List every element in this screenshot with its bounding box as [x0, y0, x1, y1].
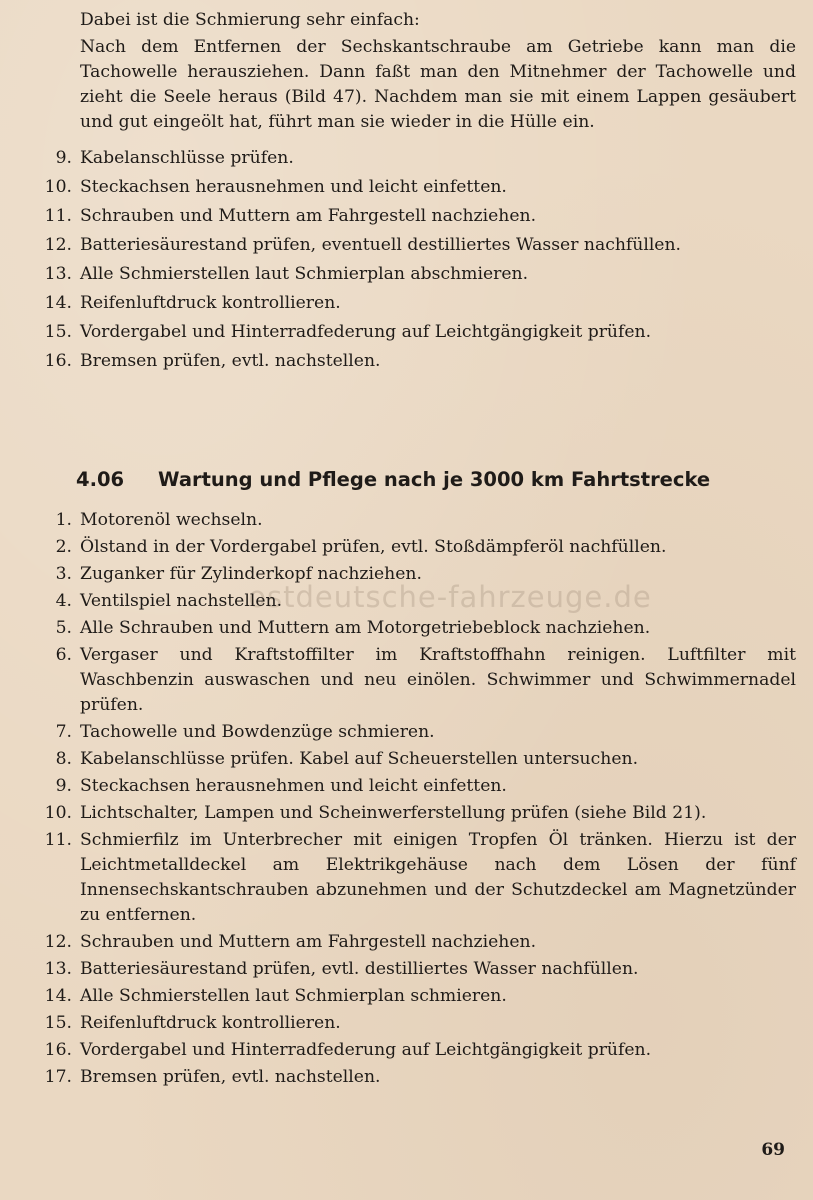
item-text: Vordergabel und Hinterradfederung auf Leichtgängigkeit prüfen. — [80, 1040, 652, 1060]
item-text: Batteriesäurestand prüfen, evtl. destilliertes Wasser nachfüllen. — [80, 959, 639, 979]
list-item — [36, 774, 796, 799]
list-item — [36, 984, 796, 1009]
intro-line: Dabei ist die Schmierung sehr einfach: — [80, 10, 420, 30]
item-text: Kabelanschlüsse prüfen. — [80, 148, 294, 168]
item-text: Lichtschalter, Lampen und Scheinwerferstellung prüfen (siehe Bild 21). — [80, 803, 707, 823]
item-number: 16. — [44, 1040, 72, 1060]
item-number: 15. — [44, 1013, 72, 1033]
item-number: 11. — [44, 206, 72, 226]
item-number: 1. — [55, 510, 72, 530]
intro-block — [36, 8, 796, 139]
watermark: ostdeutsche-fahrzeuge.de — [248, 580, 652, 614]
item-text: Bremsen prüfen, evtl. nachstellen. — [80, 351, 381, 371]
list-item — [36, 1038, 796, 1063]
item-number: 4. — [55, 591, 72, 611]
item-number: 6. — [55, 645, 72, 665]
item-text: Alle Schrauben und Muttern am Motorgetriebeblock nachziehen. — [80, 618, 651, 638]
maintenance-list — [36, 508, 796, 1092]
item-text: Schrauben und Muttern am Fahrgestell nachziehen. — [80, 932, 537, 952]
item-number: 12. — [44, 235, 72, 255]
item-number: 2. — [55, 537, 72, 557]
list-item — [36, 349, 796, 374]
list-item — [36, 535, 796, 560]
list-item — [36, 616, 796, 641]
intro-paragraph: Nach dem Entfernen der Sechskantschraube am Getriebe kann man die Tachowelle herausziehen. Dann faßt man den Mitnehmer der Tachowelle und zieht die Seele heraus (Bild 47). Nachdem man sie mit einem Lappen gesäubert und gut eingeölt hat, führt man sie wieder in die Hülle ein. — [80, 37, 796, 132]
list-item — [36, 320, 796, 345]
item-number: 14. — [44, 986, 72, 1006]
item-number: 13. — [44, 264, 72, 284]
list-item — [36, 720, 796, 745]
item-text: Schmierfilz im Unterbrecher mit einigen Tropfen Öl tränken. Hierzu ist der Leichtmetalldeckel am Elektrikgehäuse nach dem Lösen der fünf Innensechskantschrauben abzunehmen und der Schutzdeckel am Magnetzünder zu entfernen. — [80, 830, 796, 925]
item-text: Ventilspiel nachstellen. — [80, 591, 283, 611]
item-text: Bremsen prüfen, evtl. nachstellen. — [80, 1067, 381, 1087]
item-text: Vordergabel und Hinterradfederung auf Leichtgängigkeit prüfen. — [80, 322, 652, 342]
item-number: 11. — [44, 830, 72, 850]
item-number: 10. — [44, 177, 72, 197]
item-text: Kabelanschlüsse prüfen. Kabel auf Scheuerstellen untersuchen. — [80, 749, 639, 769]
list-item — [36, 508, 796, 533]
section-heading — [76, 466, 776, 494]
list-continued — [36, 146, 796, 378]
item-text: Reifenluftdruck kontrollieren. — [80, 1013, 341, 1033]
item-text: Steckachsen herausnehmen und leicht einfetten. — [80, 776, 507, 796]
item-number: 5. — [55, 618, 72, 638]
item-text: Ölstand in der Vordergabel prüfen, evtl. Stoßdämpferöl nachfüllen. — [80, 537, 667, 557]
list-item — [36, 262, 796, 287]
list-item — [36, 1011, 796, 1036]
list-item — [36, 828, 796, 928]
list-item — [36, 930, 796, 955]
list-item — [36, 204, 796, 229]
list-item — [36, 562, 796, 587]
item-number: 8. — [55, 749, 72, 769]
item-number: 10. — [44, 803, 72, 823]
item-text: Alle Schmierstellen laut Schmierplan schmieren. — [80, 986, 507, 1006]
item-text: Batteriesäurestand prüfen, eventuell destilliertes Wasser nachfüllen. — [80, 235, 682, 255]
item-number: 9. — [55, 148, 72, 168]
item-number: 13. — [44, 959, 72, 979]
list-item — [36, 291, 796, 316]
item-number: 7. — [55, 722, 72, 742]
list-item — [36, 957, 796, 982]
item-number: 16. — [44, 351, 72, 371]
item-number: 15. — [44, 322, 72, 342]
section-title: Wartung und Pflege nach je 3000 km Fahrtstrecke — [158, 468, 711, 491]
item-text: Zuganker für Zylinderkopf nachziehen. — [80, 564, 422, 584]
list-item — [36, 146, 796, 171]
item-text: Tachowelle und Bowdenzüge schmieren. — [80, 722, 435, 742]
list-item — [36, 233, 796, 258]
page-number: 69 — [761, 1140, 785, 1160]
list-item — [36, 589, 796, 614]
item-text: Reifenluftdruck kontrollieren. — [80, 293, 341, 313]
item-text: Steckachsen herausnehmen und leicht einfetten. — [80, 177, 507, 197]
item-text: Alle Schmierstellen laut Schmierplan abschmieren. — [80, 264, 529, 284]
item-number: 17. — [44, 1067, 72, 1087]
list-item — [36, 175, 796, 200]
section-number: 4.06 — [76, 468, 125, 491]
item-text: Motorenöl wechseln. — [80, 510, 263, 530]
list-item — [36, 1065, 796, 1090]
item-number: 14. — [44, 293, 72, 313]
item-number: 9. — [55, 776, 72, 796]
item-text: Schrauben und Muttern am Fahrgestell nachziehen. — [80, 206, 537, 226]
item-number: 12. — [44, 932, 72, 952]
list-item — [36, 801, 796, 826]
list-item — [36, 747, 796, 772]
list-item — [36, 643, 796, 718]
item-number: 3. — [55, 564, 72, 584]
item-text: Vergaser und Kraftstoffilter im Kraftstoffhahn reinigen. Luftfilter mit Waschbenzin auswaschen und neu einölen. Schwimmer und Schwimmernadel prüfen. — [80, 645, 796, 715]
